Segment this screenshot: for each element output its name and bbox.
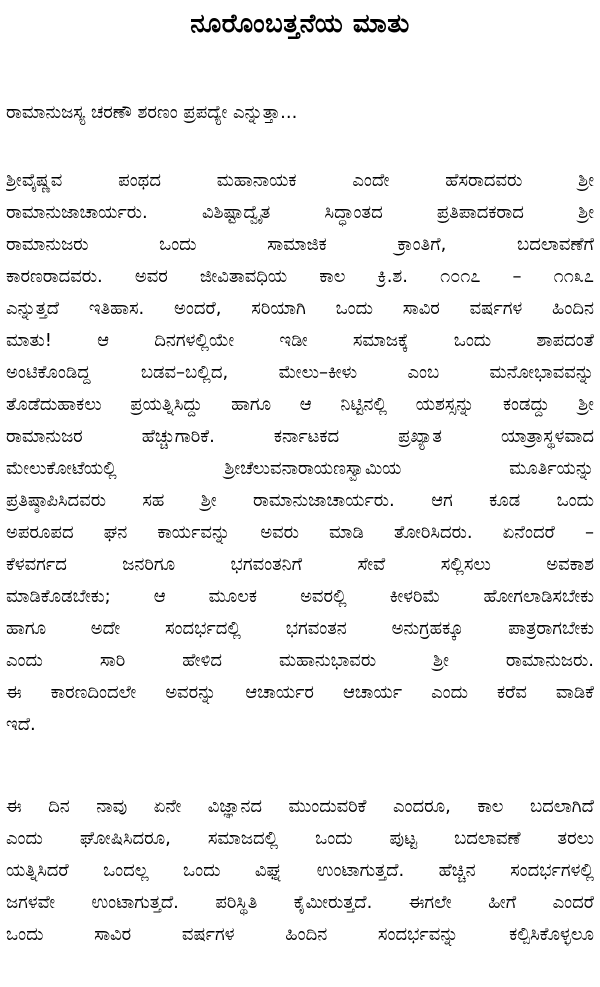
paragraph-line: ಯತ್ನಿಸಿದರೆ ಒಂದಲ್ಲ ಒಂದು ವಿಘ್ನ ಉಂಟಾಗುತ್ತದೆ. ಹೆಚ್ಚಿನ ಸಂದರ್ಭಗಳಲ್ಲಿ bbox=[6, 860, 594, 881]
paragraph-line: ಅಪರೂಪದ ಘನ ಕಾರ್ಯವನ್ನು ಅವರು ಮಾಡಿ ತೋರಿಸಿದರು. ಏನೆಂದರೆ – bbox=[6, 522, 594, 543]
paragraph-line: ಎಂದು ಸಾರಿ ಹೇಳಿದ ಮಹಾನುಭಾವರು ಶ್ರೀ ರಾಮಾನುಜರು. bbox=[6, 650, 594, 671]
paragraph-line: ಇದೆ. bbox=[6, 714, 36, 735]
paragraph-line: ಮಾತು! ಆ ದಿನಗಳಲ್ಲಿಯೇ ಇಡೀ ಸಮಾಜಕ್ಕೆ ಒಂದು ಶಾಪದಂತೆ bbox=[6, 330, 594, 351]
paragraph-line: ಶ್ರೀವೈಷ್ಣವ ಪಂಥದ ಮಹಾನಾಯಕ ಎಂದೇ ಹೆಸರಾದವರು ಶ್ರೀ bbox=[6, 170, 594, 191]
paragraph-line: ಹಾಗೂ ಅದೇ ಸಂದರ್ಭದಲ್ಲಿ ಭಗವಂತನ ಅನುಗ್ರಹಕ್ಕೂ ಪಾತ್ರರಾಗಬೇಕು bbox=[6, 618, 594, 639]
paragraph-2 bbox=[6, 791, 594, 951]
paragraph-line: ಅಂಟಿಕೊಂಡಿದ್ದ ಬಡವ–ಬಲ್ಲಿದ, ಮೇಲು–ಕೀಳು ಎಂಬ ಮನೋಭಾವವನ್ನು bbox=[6, 362, 594, 383]
paragraph-line: ರಾಮಾನುಜರ ಹೆಚ್ಚುಗಾರಿಕೆ. ಕರ್ನಾಟಕದ ಪ್ರಖ್ಯಾತ ಯಾತ್ರಾಸ್ಥಳವಾದ bbox=[6, 426, 594, 447]
paragraph-line: ರಾಮಾನುಜಾಚಾರ್ಯರು. ವಿಶಿಷ್ಟಾದ್ವೈತ ಸಿದ್ಧಾಂತದ ಪ್ರತಿಪಾದಕರಾದ ಶ್ರೀ bbox=[6, 202, 594, 223]
paragraph-line: ಪ್ರತಿಷ್ಠಾಪಿಸಿದವರು ಸಹ ಶ್ರೀ ರಾಮಾನುಜಾಚಾರ್ಯರು. ಆಗ ಕೂಡ ಒಂದು bbox=[6, 490, 594, 511]
paragraph-line: ಮೇಲುಕೋಟೆಯಲ್ಲಿ ಶ್ರೀಚೆಲುವನಾರಾಯಣಸ್ವಾಮಿಯ ಮೂರ್ತಿಯನ್ನು bbox=[6, 458, 594, 479]
paragraph-line: ಎನ್ನುತ್ತದೆ ಇತಿಹಾಸ. ಅಂದರೆ, ಸರಿಯಾಗಿ ಒಂದು ಸಾವಿರ ವರ್ಷಗಳ ಹಿಂದಿನ bbox=[6, 298, 594, 319]
paragraph-1 bbox=[6, 165, 594, 741]
page-title: ನೂರೊಂಬತ್ತನೆಯ ಮಾತು bbox=[190, 9, 410, 39]
paragraph-line: ಕಾರಣರಾದವರು. ಅವರ ಜೀವಿತಾವಧಿಯ ಕಾಲ ಕ್ರಿ.ಶ. ೧೦೧೭ – ೧೧೩೭ bbox=[6, 266, 594, 287]
paragraph-line: ಎಂದು ಘೋಷಿಸಿದರೂ, ಸಮಾಜದಲ್ಲಿ ಒಂದು ಪುಟ್ಟ ಬದಲಾವಣೆ ತರಲು bbox=[6, 828, 594, 849]
paragraph-line: ಒಂದು ಸಾವಿರ ವರ್ಷಗಳ ಹಿಂದಿನ ಸಂದರ್ಭವನ್ನು ಕಲ್ಪಿಸಿಕೊಳ್ಳಲೂ bbox=[6, 924, 594, 945]
paragraph-line: ಕೆಳವರ್ಗದ ಜನರಿಗೂ ಭಗವಂತನಿಗೆ ಸೇವೆ ಸಲ್ಲಿಸಲು ಅವಕಾಶ bbox=[6, 554, 594, 575]
paragraph-line: ತೊಡೆದುಹಾಕಲು ಪ್ರಯತ್ನಿಸಿದ್ದು ಹಾಗೂ ಆ ನಿಟ್ಟಿನಲ್ಲಿ ಯಶಸ್ಸನ್ನು ಕಂಡದ್ದು ಶ್ರೀ bbox=[6, 394, 594, 415]
paragraph-line: ಈ ಕಾರಣದಿಂದಲೇ ಅವರನ್ನು ಆಚಾರ್ಯರ ಆಚಾರ್ಯ ಎಂದು ಕರೆವ ವಾಡಿಕೆ bbox=[6, 682, 594, 703]
intro-line: ರಾಮಾನುಜಸ್ಯ ಚರಣೌ ಶರಣಂ ಪ್ರಪದ್ಯೇ ಎನ್ನುತ್ತಾ... bbox=[6, 102, 298, 123]
paragraph-line: ಈ ದಿನ ನಾವು ಏನೇ ವಿಜ್ಞಾನದ ಮುಂದುವರಿಕೆ ಎಂದರೂ, ಕಾಲ ಬದಲಾಗಿದೆ bbox=[6, 796, 594, 817]
paragraph-line: ಜಗಳವೇ ಉಂಟಾಗುತ್ತದೆ. ಪರಿಸ್ಥಿತಿ ಕೈಮೀರುತ್ತದೆ. ಈಗಲೇ ಹೀಗೆ ಎಂದರೆ bbox=[6, 892, 594, 913]
paragraph-line: ರಾಮಾನುಜರು ಒಂದು ಸಾಮಾಜಿಕ ಕ್ರಾಂತಿಗೆ, ಬದಲಾವಣೆಗೆ bbox=[6, 234, 594, 255]
paragraph-line: ಮಾಡಿಕೊಡಬೇಕು; ಆ ಮೂಲಕ ಅವರಲ್ಲಿ ಕೀಳರಿಮೆ ಹೋಗಲಾಡಿಸಬೇಕು bbox=[6, 586, 594, 607]
